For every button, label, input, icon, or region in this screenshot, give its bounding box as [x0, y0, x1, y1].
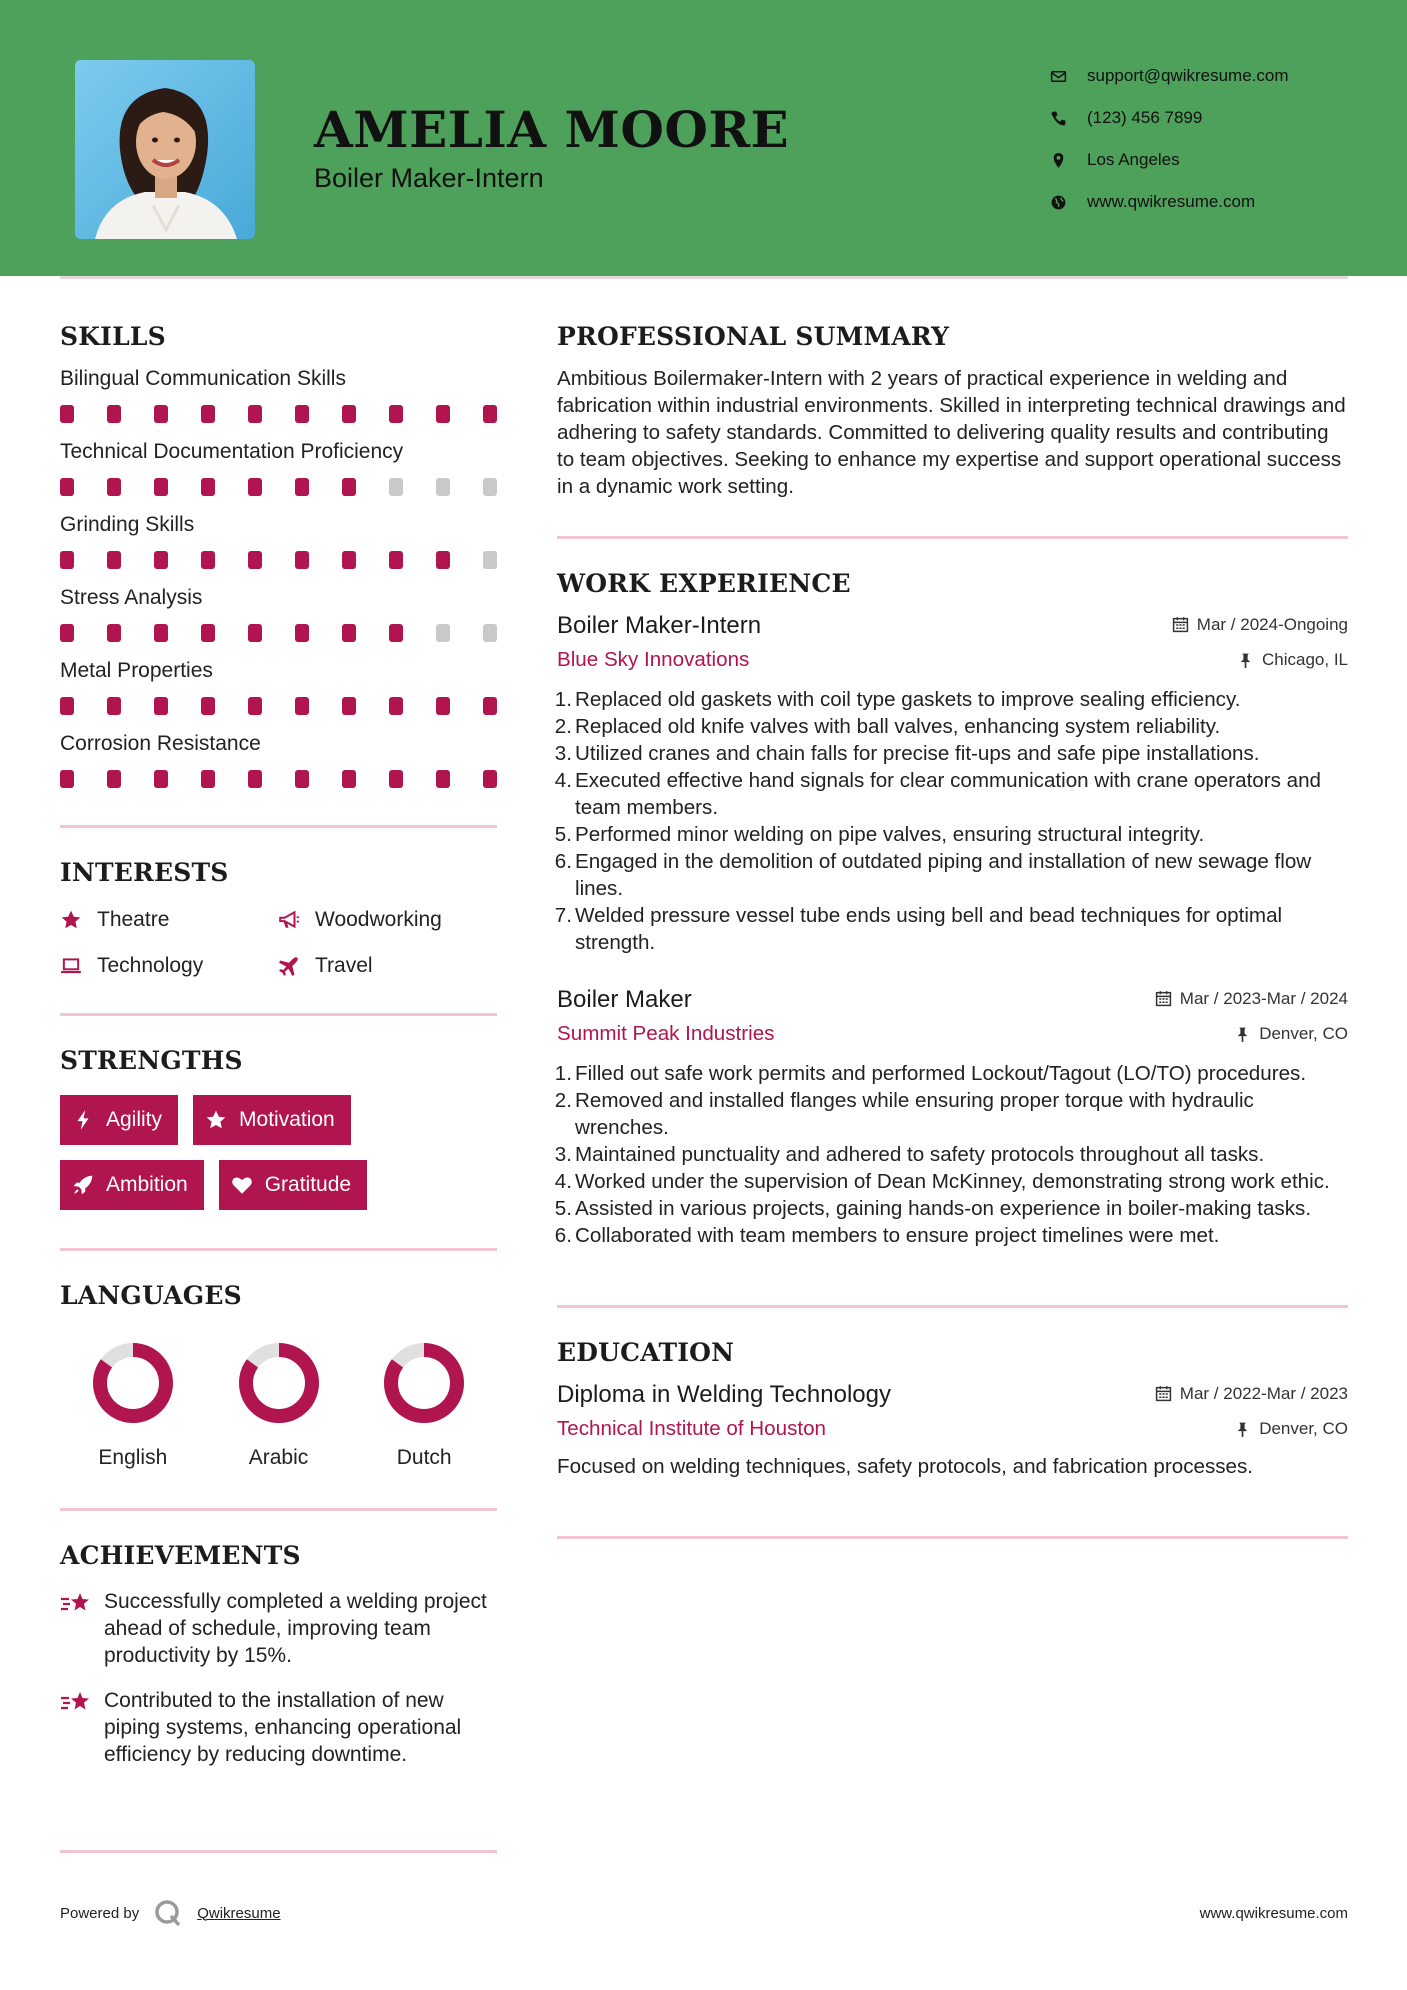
languages-list	[60, 1340, 497, 1470]
summary-text: Ambitious Boilermaker-Intern with 2 years of practical experience in welding and fabrication within industrial environments. Skilled in interpreting technical drawings and adhering to safety standards. Committed to delivering quality results and contributing to team objectives. Seeking to enhance my expertise and support operational success in a dynamic work setting.	[557, 367, 1346, 498]
phone-icon	[1050, 110, 1067, 127]
languages-heading: LANGUAGES	[60, 1281, 242, 1310]
calendar-icon	[1172, 616, 1189, 633]
job-date	[1155, 989, 1348, 1009]
rating-dot-filled	[436, 551, 450, 569]
language-name: English	[98, 1446, 168, 1469]
rating-dot-filled	[201, 405, 215, 423]
education-entry	[557, 1381, 1348, 1480]
candidate-name: AMELIA MOORE	[314, 100, 790, 159]
job-location-text: Denver, CO	[1259, 1024, 1348, 1043]
language-name: Arabic	[248, 1446, 309, 1469]
powered-by-label: Powered by	[60, 1904, 140, 1922]
rating-dot-empty	[483, 624, 497, 642]
skill-name: Corrosion Resistance	[60, 732, 261, 755]
rating-dot-filled	[154, 770, 168, 788]
rating-dot-filled	[60, 551, 74, 569]
interest-label: Woodworking	[315, 908, 442, 931]
duty-item: Replaced old gaskets with coil type gaskets to improve sealing efficiency.	[575, 688, 1241, 711]
rating-dot-filled	[60, 770, 74, 788]
duty-item: Worked under the supervision of Dean McKinney, demonstrating strong work ethic.	[575, 1170, 1330, 1193]
interests-heading: INTERESTS	[60, 858, 229, 887]
skill-item	[60, 657, 497, 716]
strength-badge	[60, 1160, 204, 1210]
portrait-image	[75, 60, 255, 239]
rating-dot-filled	[248, 770, 262, 788]
rating-dot-filled	[295, 551, 309, 569]
plane-icon	[278, 955, 300, 977]
rating-dot-filled	[201, 624, 215, 642]
education-date	[1155, 1384, 1348, 1404]
pushpin-icon	[1234, 1026, 1251, 1043]
rating-dot-filled	[248, 405, 262, 423]
achievement-text: Contributed to the installation of new piping systems, enhancing operational efficiency by reducing downtime.	[104, 1689, 462, 1766]
interest-label: Theatre	[97, 908, 170, 931]
rating-dot-empty	[389, 478, 403, 496]
education-location	[1234, 1419, 1348, 1439]
interest-label: Travel	[315, 954, 373, 977]
location-pin-icon	[1050, 152, 1067, 169]
job-date-text: Mar / 2023-Mar / 2024	[1179, 988, 1348, 1008]
rating-dot-filled	[389, 405, 403, 423]
contact-website-text: www.qwikresume.com	[1087, 192, 1256, 211]
rating-dot-filled	[60, 405, 74, 423]
skill-item	[60, 584, 497, 643]
rating-dot-filled	[389, 770, 403, 788]
company-name: Summit Peak Industries	[557, 1022, 775, 1045]
education-heading: EDUCATION	[557, 1338, 735, 1367]
rating-dot-filled	[154, 551, 168, 569]
powered-by	[60, 1898, 281, 1928]
rating-dot-filled	[154, 697, 168, 715]
contact-list	[1050, 55, 1380, 223]
rating-dot-filled	[436, 770, 450, 788]
rating-dot-filled	[107, 551, 121, 569]
section-divider	[557, 536, 1348, 539]
skill-rating	[60, 624, 497, 643]
profile-photo	[75, 60, 255, 239]
strength-label: Agility	[106, 1108, 163, 1131]
school-name: Technical Institute of Houston	[557, 1417, 827, 1440]
rating-dot-empty	[483, 551, 497, 569]
calendar-icon	[1155, 990, 1172, 1007]
header-divider	[60, 276, 1348, 279]
achievement-text: Successfully completed a welding project ahead of schedule, improving team productivity by 15%.	[104, 1590, 487, 1667]
rating-dot-filled	[201, 478, 215, 496]
duty-item: Assisted in various projects, gaining hands-on experience in boiler-making tasks.	[575, 1197, 1312, 1220]
rating-dot-filled	[342, 770, 356, 788]
rating-dot-empty	[436, 478, 450, 496]
footer-divider	[60, 1850, 497, 1853]
rating-dot-filled	[483, 405, 497, 423]
strength-badge	[60, 1095, 178, 1145]
rating-dot-filled	[107, 405, 121, 423]
rating-dot-filled	[248, 624, 262, 642]
section-divider	[557, 1536, 1348, 1539]
language-ring	[381, 1340, 467, 1426]
rating-dot-filled	[201, 770, 215, 788]
rating-dot-filled	[342, 697, 356, 715]
achievement-item	[60, 1588, 497, 1669]
star-icon	[205, 1109, 227, 1131]
education-description: Focused on welding techniques, safety protocols, and fabrication processes.	[557, 1455, 1254, 1478]
skill-rating	[60, 770, 497, 789]
duty-item: Executed effective hand signals for clear communication with crane operators and team members.	[575, 769, 1321, 819]
rating-dot-filled	[436, 697, 450, 715]
section-divider	[60, 1508, 497, 1511]
duty-item: Utilized cranes and chain falls for precise fit-ups and safe pipe installations.	[575, 742, 1260, 765]
rating-dot-filled	[107, 697, 121, 715]
skill-name: Stress Analysis	[60, 586, 203, 609]
contact-location	[1050, 139, 1380, 181]
footer-website-link[interactable]: www.qwikresume.com	[1199, 1905, 1348, 1922]
skill-name: Grinding Skills	[60, 513, 195, 536]
contact-email-text: support@qwikresume.com	[1087, 66, 1289, 85]
rating-dot-filled	[60, 624, 74, 642]
left-column	[60, 322, 497, 1768]
contact-email[interactable]	[1050, 55, 1380, 97]
envelope-icon	[1050, 68, 1067, 85]
rating-dot-filled	[107, 478, 121, 496]
right-column	[557, 322, 1348, 1539]
experience-heading: WORK EXPERIENCE	[557, 569, 851, 598]
achievement-item	[60, 1687, 497, 1768]
calendar-icon	[1155, 1385, 1172, 1402]
education-location-text: Denver, CO	[1259, 1419, 1348, 1438]
skill-item	[60, 730, 497, 789]
language-name: Dutch	[396, 1446, 452, 1469]
rating-dot-filled	[342, 478, 356, 496]
interest-label: Technology	[97, 954, 204, 977]
rating-dot-filled	[389, 624, 403, 642]
skills-list	[60, 365, 497, 789]
candidate-title: Boiler Maker-Intern	[314, 163, 544, 193]
language-item	[206, 1340, 352, 1470]
section-divider	[60, 1013, 497, 1016]
skills-heading: SKILLS	[60, 322, 166, 351]
rating-dot-filled	[107, 770, 121, 788]
pushpin-icon	[1237, 652, 1254, 669]
skill-name: Technical Documentation Proficiency	[60, 440, 404, 463]
rating-dot-empty	[436, 624, 450, 642]
job-title: Boiler Maker	[557, 986, 692, 1013]
rocket-icon	[72, 1174, 94, 1196]
duty-item: Welded pressure vessel tube ends using bell and bead techniques for optimal strength.	[575, 904, 1283, 954]
section-divider	[557, 1305, 1348, 1308]
rating-dot-filled	[248, 478, 262, 496]
rating-dot-filled	[248, 551, 262, 569]
rating-dot-filled	[295, 478, 309, 496]
skill-rating	[60, 551, 497, 570]
skill-item	[60, 511, 497, 570]
duty-list	[575, 686, 1348, 956]
education-date-text: Mar / 2022-Mar / 2023	[1179, 1383, 1348, 1403]
rating-dot-empty	[483, 478, 497, 496]
strength-label: Gratitude	[264, 1173, 352, 1196]
contact-website[interactable]	[1050, 181, 1380, 223]
header-banner	[0, 0, 1407, 276]
skill-rating	[60, 697, 497, 716]
rating-dot-filled	[295, 624, 309, 642]
rating-dot-filled	[248, 697, 262, 715]
job-location	[1237, 650, 1348, 670]
language-item	[351, 1340, 497, 1470]
job-location-text: Chicago, IL	[1262, 650, 1348, 669]
skill-item	[60, 365, 497, 424]
job-date-text: Mar / 2024-Ongoing	[1196, 614, 1348, 634]
contact-phone-text: (123) 456 7899	[1087, 108, 1203, 127]
company-name: Blue Sky Innovations	[557, 648, 750, 671]
interest-item	[60, 907, 278, 933]
strengths-list	[60, 1095, 497, 1210]
laptop-icon	[60, 955, 82, 977]
job-location	[1234, 1024, 1348, 1044]
star-icon	[60, 909, 82, 931]
interest-item	[278, 953, 497, 979]
rating-dot-filled	[389, 551, 403, 569]
duty-item: Removed and installed flanges while ensuring proper torque with hydraulic wrenches.	[575, 1089, 1254, 1139]
rating-dot-filled	[201, 551, 215, 569]
skill-name: Metal Properties	[60, 659, 213, 682]
duty-item: Filled out safe work permits and performed Lockout/Tagout (LO/TO) procedures.	[575, 1062, 1307, 1085]
job-entry	[557, 986, 1348, 1249]
degree-title: Diploma in Welding Technology	[557, 1381, 891, 1408]
interests-list	[60, 907, 497, 979]
language-item	[60, 1340, 206, 1470]
job-title: Boiler Maker-Intern	[557, 612, 762, 639]
skill-item	[60, 438, 497, 497]
summary-heading: PROFESSIONAL SUMMARY	[557, 322, 950, 351]
duty-item: Maintained punctuality and adhered to safety protocols throughout all tasks.	[575, 1143, 1265, 1166]
megaphone-icon	[278, 909, 300, 931]
skill-rating	[60, 405, 497, 424]
shooting-star-icon	[60, 1590, 94, 1618]
rating-dot-filled	[342, 405, 356, 423]
language-ring	[90, 1340, 176, 1426]
globe-icon	[1050, 194, 1067, 211]
language-ring	[236, 1340, 322, 1426]
skill-name: Bilingual Communication Skills	[60, 367, 346, 390]
achievements-heading: ACHIEVEMENTS	[60, 1541, 301, 1570]
contact-phone[interactable]	[1050, 97, 1380, 139]
contact-location-text: Los Angeles	[1087, 150, 1180, 169]
rating-dot-filled	[295, 405, 309, 423]
rating-dot-filled	[60, 478, 74, 496]
interest-item	[278, 907, 497, 933]
duty-item: Engaged in the demolition of outdated piping and installation of new sewage flow lines.	[575, 850, 1312, 900]
rating-dot-filled	[483, 697, 497, 715]
strength-badge	[193, 1095, 351, 1145]
skill-rating	[60, 478, 497, 497]
rating-dot-filled	[389, 697, 403, 715]
rating-dot-filled	[295, 770, 309, 788]
interest-item	[60, 953, 278, 979]
qwikresume-logo-icon	[153, 1898, 183, 1928]
rating-dot-filled	[342, 624, 356, 642]
rating-dot-filled	[295, 697, 309, 715]
job-date	[1172, 615, 1348, 635]
strength-label: Motivation	[239, 1108, 335, 1131]
lightning-icon	[72, 1109, 94, 1131]
shooting-star-icon	[60, 1689, 94, 1717]
rating-dot-filled	[483, 770, 497, 788]
duty-item: Collaborated with team members to ensure project timelines were met.	[575, 1224, 1220, 1247]
rating-dot-filled	[154, 478, 168, 496]
rating-dot-filled	[436, 405, 450, 423]
rating-dot-filled	[154, 405, 168, 423]
heart-icon	[231, 1174, 253, 1196]
duty-item: Replaced old knife valves with ball valves, enhancing system reliability.	[575, 715, 1221, 738]
rating-dot-filled	[60, 697, 74, 715]
rating-dot-filled	[342, 551, 356, 569]
duty-item: Performed minor welding on pipe valves, ensuring structural integrity.	[575, 823, 1205, 846]
strength-badge	[219, 1160, 367, 1210]
brand-link[interactable]: Qwikresume	[197, 1904, 281, 1922]
job-entry	[557, 612, 1348, 956]
rating-dot-filled	[154, 624, 168, 642]
achievements-list	[60, 1588, 497, 1768]
strength-label: Ambition	[106, 1173, 188, 1196]
section-divider	[60, 1248, 497, 1251]
duty-list	[575, 1060, 1348, 1249]
pushpin-icon	[1234, 1421, 1251, 1438]
section-divider	[60, 825, 497, 828]
rating-dot-filled	[107, 624, 121, 642]
strengths-heading: STRENGTHS	[60, 1046, 243, 1075]
rating-dot-filled	[201, 697, 215, 715]
